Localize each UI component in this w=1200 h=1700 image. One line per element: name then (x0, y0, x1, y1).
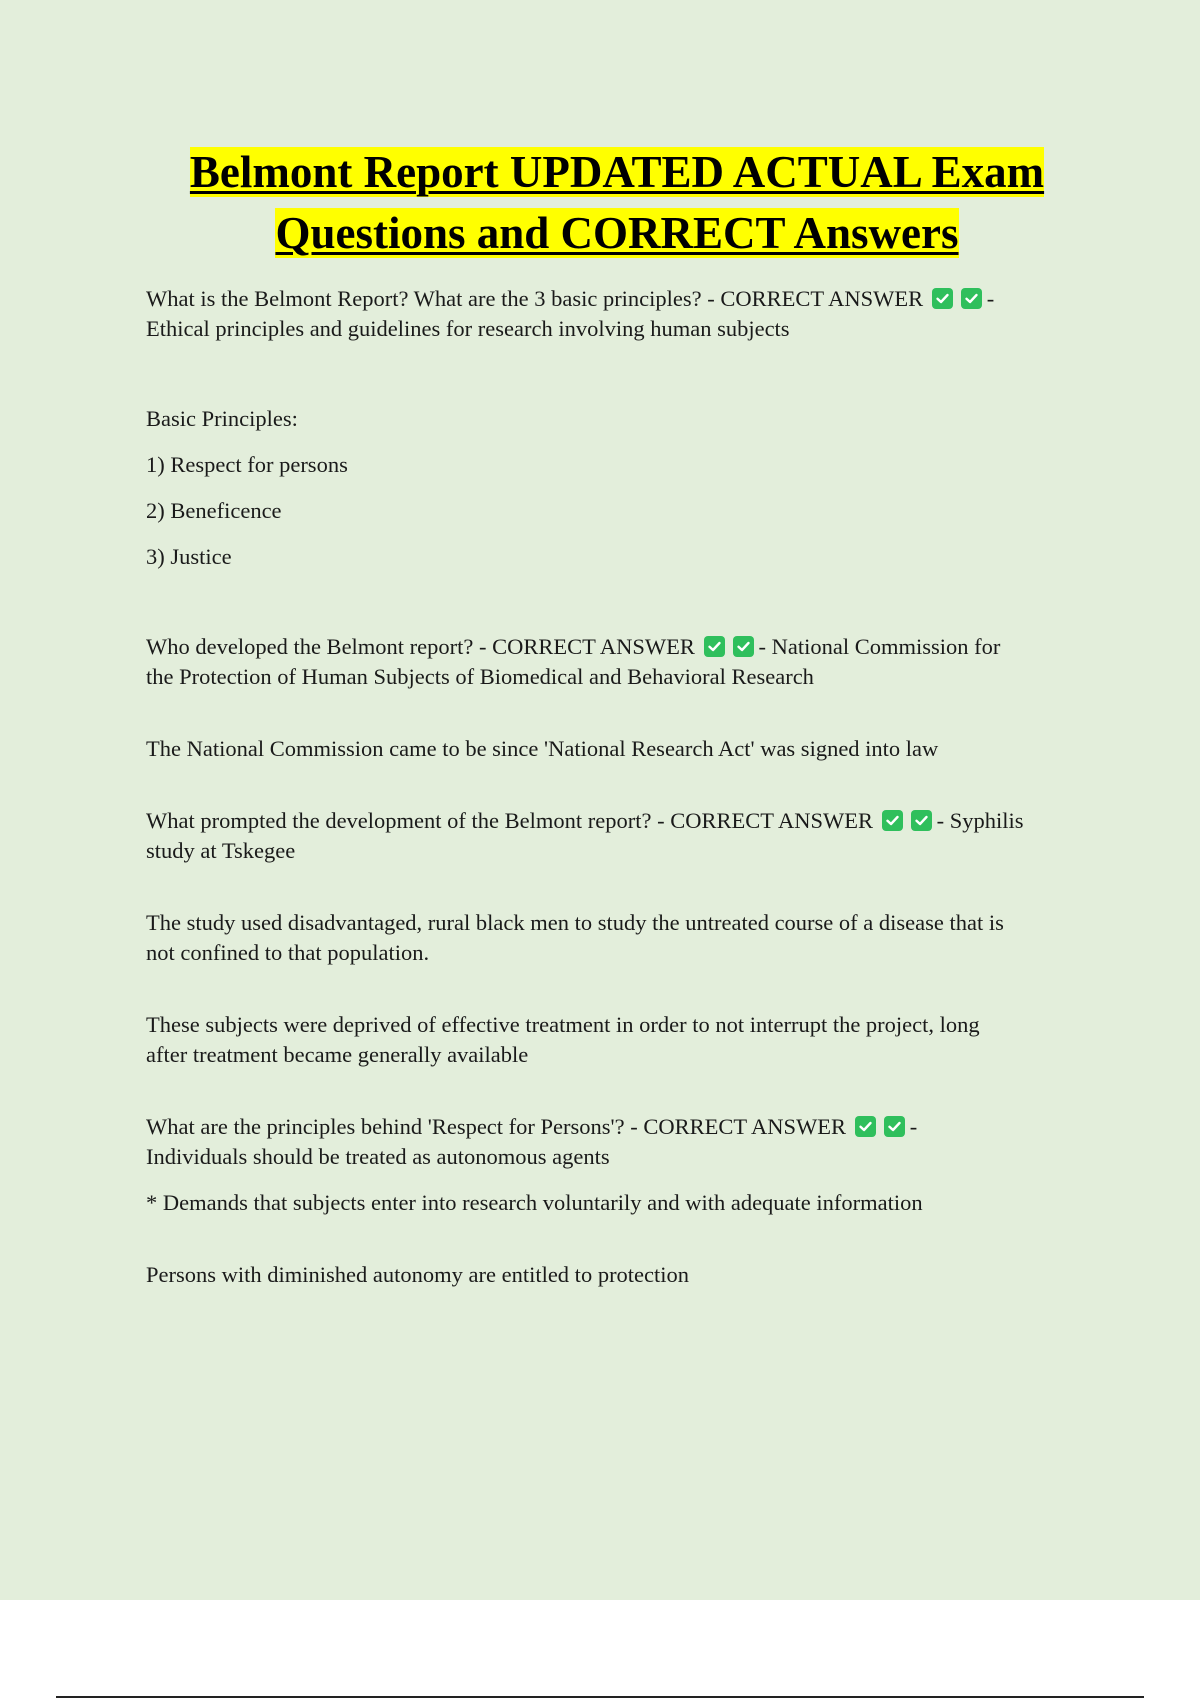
paragraph-diminished: Persons with diminished autonomy are entitled to protection (146, 1262, 690, 1287)
page-title (90, 142, 1144, 264)
answer-text: Ethical principles and guidelines for research involving human subjects (146, 316, 790, 341)
title-line-2: Questions and CORRECT Answers (275, 208, 959, 258)
check-box-icon (884, 1116, 905, 1137)
qa-item-2 (146, 632, 1096, 692)
basic-principles-heading: Basic Principles: (146, 406, 298, 431)
answer-text: the Protection of Human Subjects of Biomedical and Behavioral Research (146, 664, 814, 689)
check-box-icon (704, 636, 725, 657)
question-text: What is the Belmont Report? What are the 3 basic principles? - CORRECT ANSWER (146, 286, 924, 311)
check-box-icon (733, 636, 754, 657)
footer-divider (56, 1696, 1144, 1698)
paragraph-line: not confined to that population. (146, 940, 430, 965)
qa-item-3 (146, 806, 1096, 866)
paragraph-national-commission: The National Commission came to be since 'National Research Act' was signed into law (146, 736, 939, 761)
paragraph-line: These subjects were deprived of effective treatment in order to not interrupt the project, long (146, 1012, 980, 1037)
check-box-icon (961, 288, 982, 309)
question-text: What prompted the development of the Belmont report? - CORRECT ANSWER (146, 808, 873, 833)
paragraph-line: after treatment became generally available (146, 1042, 529, 1067)
check-box-icon (855, 1116, 876, 1137)
answer-start: - Syphilis (936, 808, 1024, 833)
qa-item-1 (146, 284, 1096, 344)
answer-start: - (986, 286, 995, 311)
principle-item: 1) Respect for persons (146, 452, 348, 477)
document-body (146, 284, 1096, 1290)
answer-start: - (909, 1114, 918, 1139)
principle-item: 2) Beneficence (146, 498, 282, 523)
paragraph-demands: * Demands that subjects enter into research voluntarily and with adequate information (146, 1190, 923, 1215)
paragraph-study (146, 908, 1096, 968)
check-box-icon (932, 288, 953, 309)
title-line-1: Belmont Report UPDATED ACTUAL Exam (189, 147, 1045, 197)
principle-item: 3) Justice (146, 544, 232, 569)
question-text: Who developed the Belmont report? - CORRECT ANSWER (146, 634, 695, 659)
answer-text: study at Tskegee (146, 838, 296, 863)
qa-item-4 (146, 1112, 1096, 1172)
check-box-icon (882, 810, 903, 831)
paragraph-line: The study used disadvantaged, rural black men to study the untreated course of a disease that is (146, 910, 1004, 935)
answer-text: Individuals should be treated as autonomous agents (146, 1144, 610, 1169)
answer-start: - National Commission for (758, 634, 1001, 659)
question-text: What are the principles behind 'Respect for Persons'? - CORRECT ANSWER (146, 1114, 847, 1139)
check-box-icon (911, 810, 932, 831)
paragraph-deprived (146, 1010, 1096, 1070)
